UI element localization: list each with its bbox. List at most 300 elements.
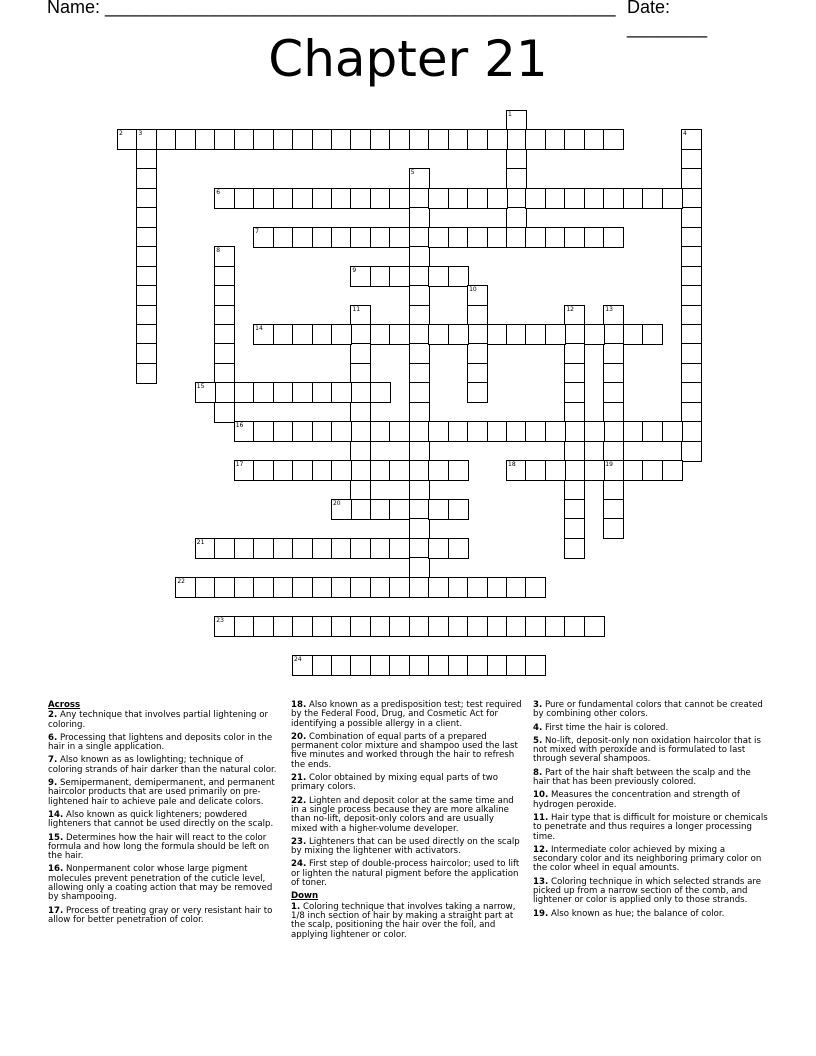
grid-cell[interactable] bbox=[642, 421, 663, 442]
grid-cell[interactable] bbox=[545, 616, 566, 637]
grid-cell[interactable] bbox=[467, 305, 488, 326]
grid-cell[interactable] bbox=[214, 324, 235, 345]
grid-cell[interactable] bbox=[195, 577, 216, 598]
grid-cell[interactable] bbox=[506, 421, 527, 442]
grid-cell[interactable] bbox=[292, 460, 313, 481]
grid-cell[interactable] bbox=[409, 655, 430, 676]
grid-cell[interactable] bbox=[234, 188, 255, 209]
grid-cell[interactable] bbox=[603, 518, 624, 539]
grid-cell[interactable] bbox=[214, 363, 235, 384]
grid-cell[interactable] bbox=[253, 324, 274, 345]
grid-cell[interactable] bbox=[253, 421, 274, 442]
grid-cell[interactable] bbox=[467, 382, 488, 403]
grid-cell[interactable] bbox=[603, 227, 624, 248]
grid-cell[interactable] bbox=[487, 324, 508, 345]
grid-cell[interactable] bbox=[564, 460, 585, 481]
grid-cell[interactable] bbox=[273, 538, 294, 559]
grid-cell[interactable] bbox=[681, 305, 702, 326]
grid-cell[interactable] bbox=[350, 129, 371, 150]
grid-cell[interactable] bbox=[273, 421, 294, 442]
grid-cell[interactable] bbox=[564, 188, 585, 209]
grid-cell[interactable] bbox=[312, 538, 333, 559]
grid-cell[interactable] bbox=[389, 227, 410, 248]
grid-cell[interactable] bbox=[370, 227, 391, 248]
grid-cell[interactable] bbox=[350, 266, 371, 287]
grid-cell[interactable] bbox=[409, 460, 430, 481]
grid-cell[interactable] bbox=[564, 343, 585, 364]
grid-cell[interactable] bbox=[506, 655, 527, 676]
grid-cell[interactable] bbox=[409, 616, 430, 637]
grid-cell[interactable] bbox=[681, 324, 702, 345]
grid-cell[interactable] bbox=[409, 129, 430, 150]
grid-cell[interactable] bbox=[487, 129, 508, 150]
grid-cell[interactable] bbox=[389, 655, 410, 676]
grid-cell[interactable] bbox=[292, 421, 313, 442]
grid-cell[interactable] bbox=[136, 285, 157, 306]
grid-cell[interactable] bbox=[409, 168, 430, 189]
grid-cell[interactable] bbox=[331, 616, 352, 637]
grid-cell[interactable] bbox=[623, 421, 644, 442]
grid-cell[interactable] bbox=[584, 129, 605, 150]
grid-cell[interactable] bbox=[214, 343, 235, 364]
grid-cell[interactable] bbox=[292, 538, 313, 559]
grid-cell[interactable] bbox=[564, 305, 585, 326]
grid-cell[interactable] bbox=[312, 227, 333, 248]
grid-cell[interactable] bbox=[564, 363, 585, 384]
grid-cell[interactable] bbox=[292, 227, 313, 248]
grid-cell[interactable] bbox=[467, 577, 488, 598]
grid-cell[interactable] bbox=[545, 188, 566, 209]
grid-cell[interactable] bbox=[506, 110, 527, 131]
grid-cell[interactable] bbox=[234, 129, 255, 150]
grid-cell[interactable] bbox=[467, 655, 488, 676]
grid-cell[interactable] bbox=[603, 363, 624, 384]
grid-cell[interactable] bbox=[428, 324, 449, 345]
grid-cell[interactable] bbox=[156, 129, 177, 150]
grid-cell[interactable] bbox=[292, 324, 313, 345]
grid-cell[interactable] bbox=[409, 518, 430, 539]
grid-cell[interactable] bbox=[662, 460, 683, 481]
grid-cell[interactable] bbox=[370, 324, 391, 345]
grid-cell[interactable] bbox=[389, 324, 410, 345]
grid-cell[interactable] bbox=[409, 324, 430, 345]
grid-cell[interactable] bbox=[603, 188, 624, 209]
grid-cell[interactable] bbox=[623, 324, 644, 345]
grid-cell[interactable] bbox=[409, 266, 430, 287]
grid-cell[interactable] bbox=[681, 285, 702, 306]
grid-cell[interactable] bbox=[253, 577, 274, 598]
grid-cell[interactable] bbox=[214, 577, 235, 598]
grid-cell[interactable] bbox=[564, 227, 585, 248]
grid-cell[interactable] bbox=[525, 188, 546, 209]
grid-cell[interactable] bbox=[409, 246, 430, 267]
grid-cell[interactable] bbox=[448, 577, 469, 598]
grid-cell[interactable] bbox=[136, 343, 157, 364]
grid-cell[interactable] bbox=[370, 655, 391, 676]
grid-cell[interactable] bbox=[312, 616, 333, 637]
grid-cell[interactable] bbox=[564, 441, 585, 462]
date-field[interactable]: Date: ________ bbox=[627, 0, 708, 38]
grid-cell[interactable] bbox=[428, 538, 449, 559]
grid-cell[interactable] bbox=[487, 577, 508, 598]
grid-cell[interactable] bbox=[506, 129, 527, 150]
grid-cell[interactable] bbox=[350, 460, 371, 481]
grid-cell[interactable] bbox=[603, 324, 624, 345]
grid-cell[interactable] bbox=[487, 227, 508, 248]
grid-cell[interactable] bbox=[525, 655, 546, 676]
grid-cell[interactable] bbox=[370, 577, 391, 598]
grid-cell[interactable] bbox=[350, 421, 371, 442]
grid-cell[interactable] bbox=[409, 538, 430, 559]
grid-cell[interactable] bbox=[292, 616, 313, 637]
grid-cell[interactable] bbox=[584, 421, 605, 442]
grid-cell[interactable] bbox=[564, 324, 585, 345]
grid-cell[interactable] bbox=[564, 518, 585, 539]
grid-cell[interactable] bbox=[603, 480, 624, 501]
grid-cell[interactable] bbox=[234, 421, 255, 442]
grid-cell[interactable] bbox=[448, 129, 469, 150]
grid-cell[interactable] bbox=[603, 382, 624, 403]
grid-cell[interactable] bbox=[331, 577, 352, 598]
grid-cell[interactable] bbox=[467, 129, 488, 150]
grid-cell[interactable] bbox=[506, 324, 527, 345]
grid-cell[interactable] bbox=[195, 129, 216, 150]
grid-cell[interactable] bbox=[214, 266, 235, 287]
grid-cell[interactable] bbox=[370, 129, 391, 150]
grid-cell[interactable] bbox=[603, 441, 624, 462]
grid-cell[interactable] bbox=[136, 363, 157, 384]
grid-cell[interactable] bbox=[584, 616, 605, 637]
grid-cell[interactable] bbox=[273, 129, 294, 150]
grid-cell[interactable] bbox=[506, 616, 527, 637]
grid-cell[interactable] bbox=[409, 285, 430, 306]
grid-cell[interactable] bbox=[234, 616, 255, 637]
grid-cell[interactable] bbox=[136, 227, 157, 248]
grid-cell[interactable] bbox=[117, 129, 138, 150]
grid-cell[interactable] bbox=[312, 129, 333, 150]
grid-cell[interactable] bbox=[331, 460, 352, 481]
grid-cell[interactable] bbox=[681, 207, 702, 228]
grid-cell[interactable] bbox=[350, 324, 371, 345]
grid-cell[interactable] bbox=[681, 421, 702, 442]
grid-cell[interactable] bbox=[350, 655, 371, 676]
grid-cell[interactable] bbox=[350, 305, 371, 326]
grid-cell[interactable] bbox=[681, 441, 702, 462]
grid-cell[interactable] bbox=[389, 188, 410, 209]
grid-cell[interactable] bbox=[487, 655, 508, 676]
grid-cell[interactable] bbox=[428, 188, 449, 209]
grid-cell[interactable] bbox=[214, 382, 235, 403]
grid-cell[interactable] bbox=[525, 421, 546, 442]
grid-cell[interactable] bbox=[331, 499, 352, 520]
grid-cell[interactable] bbox=[350, 577, 371, 598]
grid-cell[interactable] bbox=[603, 129, 624, 150]
grid-cell[interactable] bbox=[448, 538, 469, 559]
grid-cell[interactable] bbox=[273, 577, 294, 598]
grid-cell[interactable] bbox=[584, 324, 605, 345]
grid-cell[interactable] bbox=[409, 363, 430, 384]
grid-cell[interactable] bbox=[370, 460, 391, 481]
grid-cell[interactable] bbox=[603, 305, 624, 326]
grid-cell[interactable] bbox=[603, 460, 624, 481]
grid-cell[interactable] bbox=[448, 499, 469, 520]
grid-cell[interactable] bbox=[214, 616, 235, 637]
grid-cell[interactable] bbox=[506, 227, 527, 248]
grid-cell[interactable] bbox=[448, 460, 469, 481]
grid-cell[interactable] bbox=[312, 655, 333, 676]
grid-cell[interactable] bbox=[214, 305, 235, 326]
grid-cell[interactable] bbox=[273, 324, 294, 345]
grid-cell[interactable] bbox=[467, 616, 488, 637]
grid-cell[interactable] bbox=[467, 343, 488, 364]
grid-cell[interactable] bbox=[234, 577, 255, 598]
grid-cell[interactable] bbox=[545, 324, 566, 345]
grid-cell[interactable] bbox=[428, 655, 449, 676]
grid-cell[interactable] bbox=[136, 129, 157, 150]
grid-cell[interactable] bbox=[564, 129, 585, 150]
grid-cell[interactable] bbox=[253, 227, 274, 248]
grid-cell[interactable] bbox=[312, 460, 333, 481]
grid-cell[interactable] bbox=[681, 266, 702, 287]
grid-cell[interactable] bbox=[564, 382, 585, 403]
grid-cell[interactable] bbox=[136, 188, 157, 209]
grid-cell[interactable] bbox=[175, 577, 196, 598]
grid-cell[interactable] bbox=[525, 129, 546, 150]
grid-cell[interactable] bbox=[370, 266, 391, 287]
grid-cell[interactable] bbox=[253, 616, 274, 637]
grid-cell[interactable] bbox=[389, 577, 410, 598]
grid-cell[interactable] bbox=[234, 538, 255, 559]
grid-cell[interactable] bbox=[428, 616, 449, 637]
grid-cell[interactable] bbox=[350, 227, 371, 248]
grid-cell[interactable] bbox=[409, 382, 430, 403]
grid-cell[interactable] bbox=[584, 188, 605, 209]
grid-cell[interactable] bbox=[312, 188, 333, 209]
grid-cell[interactable] bbox=[448, 324, 469, 345]
grid-cell[interactable] bbox=[428, 499, 449, 520]
grid-cell[interactable] bbox=[389, 421, 410, 442]
grid-cell[interactable] bbox=[331, 324, 352, 345]
grid-cell[interactable] bbox=[389, 616, 410, 637]
grid-cell[interactable] bbox=[312, 382, 333, 403]
grid-cell[interactable] bbox=[564, 538, 585, 559]
grid-cell[interactable] bbox=[409, 402, 430, 423]
grid-cell[interactable] bbox=[370, 538, 391, 559]
grid-cell[interactable] bbox=[253, 129, 274, 150]
grid-cell[interactable] bbox=[662, 188, 683, 209]
grid-cell[interactable] bbox=[409, 577, 430, 598]
grid-cell[interactable] bbox=[350, 480, 371, 501]
grid-cell[interactable] bbox=[428, 421, 449, 442]
grid-cell[interactable] bbox=[195, 382, 216, 403]
grid-cell[interactable] bbox=[350, 616, 371, 637]
grid-cell[interactable] bbox=[331, 129, 352, 150]
grid-cell[interactable] bbox=[584, 227, 605, 248]
grid-cell[interactable] bbox=[487, 188, 508, 209]
grid-cell[interactable] bbox=[136, 324, 157, 345]
grid-cell[interactable] bbox=[331, 421, 352, 442]
grid-cell[interactable] bbox=[136, 168, 157, 189]
grid-cell[interactable] bbox=[409, 207, 430, 228]
grid-cell[interactable] bbox=[389, 460, 410, 481]
grid-cell[interactable] bbox=[448, 227, 469, 248]
grid-cell[interactable] bbox=[331, 188, 352, 209]
grid-cell[interactable] bbox=[234, 460, 255, 481]
grid-cell[interactable] bbox=[681, 402, 702, 423]
grid-cell[interactable] bbox=[467, 324, 488, 345]
grid-cell[interactable] bbox=[136, 207, 157, 228]
grid-cell[interactable] bbox=[389, 499, 410, 520]
grid-cell[interactable] bbox=[662, 421, 683, 442]
grid-cell[interactable] bbox=[603, 402, 624, 423]
grid-cell[interactable] bbox=[681, 188, 702, 209]
grid-cell[interactable] bbox=[350, 188, 371, 209]
grid-cell[interactable] bbox=[350, 538, 371, 559]
grid-cell[interactable] bbox=[331, 227, 352, 248]
grid-cell[interactable] bbox=[331, 538, 352, 559]
grid-cell[interactable] bbox=[136, 305, 157, 326]
grid-cell[interactable] bbox=[506, 168, 527, 189]
grid-cell[interactable] bbox=[564, 499, 585, 520]
grid-cell[interactable] bbox=[389, 538, 410, 559]
grid-cell[interactable] bbox=[409, 441, 430, 462]
grid-cell[interactable] bbox=[292, 188, 313, 209]
grid-cell[interactable] bbox=[409, 557, 430, 578]
grid-cell[interactable] bbox=[448, 266, 469, 287]
grid-cell[interactable] bbox=[136, 266, 157, 287]
grid-cell[interactable] bbox=[312, 577, 333, 598]
grid-cell[interactable] bbox=[409, 343, 430, 364]
grid-cell[interactable] bbox=[312, 324, 333, 345]
grid-cell[interactable] bbox=[681, 246, 702, 267]
grid-cell[interactable] bbox=[545, 460, 566, 481]
grid-cell[interactable] bbox=[214, 285, 235, 306]
grid-cell[interactable] bbox=[292, 382, 313, 403]
grid-cell[interactable] bbox=[681, 149, 702, 170]
grid-cell[interactable] bbox=[292, 655, 313, 676]
grid-cell[interactable] bbox=[525, 227, 546, 248]
grid-cell[interactable] bbox=[564, 480, 585, 501]
grid-cell[interactable] bbox=[312, 421, 333, 442]
grid-cell[interactable] bbox=[525, 577, 546, 598]
grid-cell[interactable] bbox=[389, 129, 410, 150]
grid-cell[interactable] bbox=[292, 129, 313, 150]
grid-cell[interactable] bbox=[564, 402, 585, 423]
grid-cell[interactable] bbox=[175, 129, 196, 150]
grid-cell[interactable] bbox=[428, 266, 449, 287]
grid-cell[interactable] bbox=[467, 188, 488, 209]
grid-cell[interactable] bbox=[448, 188, 469, 209]
grid-cell[interactable] bbox=[681, 382, 702, 403]
grid-cell[interactable] bbox=[350, 402, 371, 423]
grid-cell[interactable] bbox=[428, 577, 449, 598]
grid-cell[interactable] bbox=[642, 460, 663, 481]
grid-cell[interactable] bbox=[331, 382, 352, 403]
grid-cell[interactable] bbox=[428, 227, 449, 248]
grid-cell[interactable] bbox=[370, 188, 391, 209]
grid-cell[interactable] bbox=[253, 538, 274, 559]
grid-cell[interactable] bbox=[409, 480, 430, 501]
grid-cell[interactable] bbox=[350, 363, 371, 384]
grid-cell[interactable] bbox=[603, 421, 624, 442]
grid-cell[interactable] bbox=[506, 188, 527, 209]
grid-cell[interactable] bbox=[506, 460, 527, 481]
grid-cell[interactable] bbox=[370, 382, 391, 403]
grid-cell[interactable] bbox=[448, 421, 469, 442]
grid-cell[interactable] bbox=[448, 655, 469, 676]
grid-cell[interactable] bbox=[448, 616, 469, 637]
grid-cell[interactable] bbox=[136, 246, 157, 267]
name-field[interactable]: Name: ___________________________________________________ bbox=[47, 0, 616, 17]
grid-cell[interactable] bbox=[467, 421, 488, 442]
grid-cell[interactable] bbox=[603, 343, 624, 364]
grid-cell[interactable] bbox=[214, 188, 235, 209]
grid-cell[interactable] bbox=[584, 460, 605, 481]
grid-cell[interactable] bbox=[253, 460, 274, 481]
grid-cell[interactable] bbox=[350, 382, 371, 403]
grid-cell[interactable] bbox=[370, 421, 391, 442]
grid-cell[interactable] bbox=[642, 188, 663, 209]
grid-cell[interactable] bbox=[214, 246, 235, 267]
grid-cell[interactable] bbox=[409, 227, 430, 248]
grid-cell[interactable] bbox=[273, 382, 294, 403]
grid-cell[interactable] bbox=[545, 129, 566, 150]
grid-cell[interactable] bbox=[273, 460, 294, 481]
grid-cell[interactable] bbox=[467, 227, 488, 248]
grid-cell[interactable] bbox=[136, 149, 157, 170]
grid-cell[interactable] bbox=[214, 129, 235, 150]
grid-cell[interactable] bbox=[292, 577, 313, 598]
grid-cell[interactable] bbox=[467, 285, 488, 306]
grid-cell[interactable] bbox=[409, 188, 430, 209]
grid-cell[interactable] bbox=[681, 129, 702, 150]
grid-cell[interactable] bbox=[525, 616, 546, 637]
grid-cell[interactable] bbox=[273, 188, 294, 209]
grid-cell[interactable] bbox=[525, 460, 546, 481]
grid-cell[interactable] bbox=[331, 655, 352, 676]
grid-cell[interactable] bbox=[525, 324, 546, 345]
grid-cell[interactable] bbox=[487, 616, 508, 637]
grid-cell[interactable] bbox=[389, 266, 410, 287]
grid-cell[interactable] bbox=[467, 363, 488, 384]
grid-cell[interactable] bbox=[370, 616, 391, 637]
grid-cell[interactable] bbox=[214, 402, 235, 423]
grid-cell[interactable] bbox=[253, 188, 274, 209]
grid-cell[interactable] bbox=[681, 168, 702, 189]
grid-cell[interactable] bbox=[545, 227, 566, 248]
grid-cell[interactable] bbox=[681, 363, 702, 384]
grid-cell[interactable] bbox=[564, 421, 585, 442]
grid-cell[interactable] bbox=[350, 343, 371, 364]
grid-cell[interactable] bbox=[214, 538, 235, 559]
grid-cell[interactable] bbox=[623, 460, 644, 481]
grid-cell[interactable] bbox=[506, 577, 527, 598]
grid-cell[interactable] bbox=[428, 129, 449, 150]
grid-cell[interactable] bbox=[350, 441, 371, 462]
grid-cell[interactable] bbox=[350, 499, 371, 520]
grid-cell[interactable] bbox=[273, 616, 294, 637]
grid-cell[interactable] bbox=[506, 149, 527, 170]
grid-cell[interactable] bbox=[409, 421, 430, 442]
grid-cell[interactable] bbox=[273, 227, 294, 248]
grid-cell[interactable] bbox=[487, 421, 508, 442]
grid-cell[interactable] bbox=[681, 227, 702, 248]
grid-cell[interactable] bbox=[253, 382, 274, 403]
grid-cell[interactable] bbox=[409, 305, 430, 326]
grid-cell[interactable] bbox=[234, 382, 255, 403]
grid-cell[interactable] bbox=[623, 188, 644, 209]
grid-cell[interactable] bbox=[681, 343, 702, 364]
